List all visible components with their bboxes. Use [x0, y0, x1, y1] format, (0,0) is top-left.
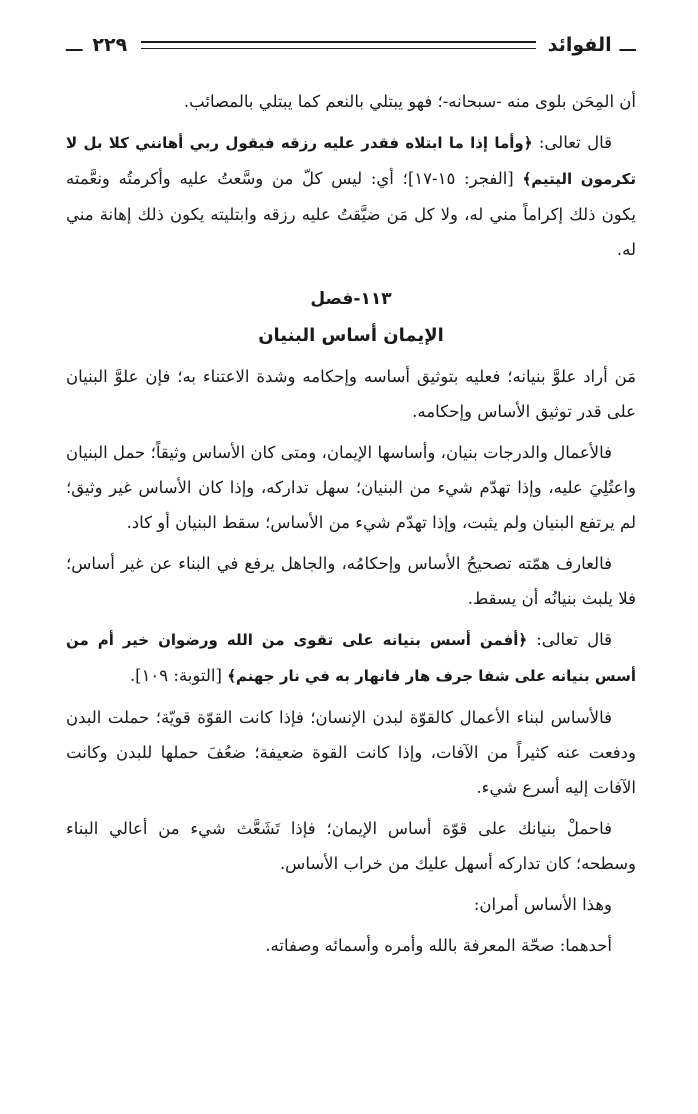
paragraph-6-rest: [التوبة: ١٠٩].: [129, 666, 228, 685]
quran-verse: ﴿أفمن أسس بنيانه على تقوى من الله ورضوان خير أم من أسس بنيانه على شفا جرف هار فانهار به في نار جهنم﴾: [66, 631, 636, 685]
paragraph-10: أحدهما: صحّة المعرفة بالله وأمره وأسمائه وصفاته.: [265, 936, 612, 955]
paragraph-8: فاحملْ بنيانك على قوّة أساس الإيمان؛ فإذا تَشَعَّث شيء من أعالي البناء وسطحه؛ كان تداركه أسهل عليك من خراب الأساس.: [66, 819, 636, 873]
paragraph-1: أن المِحَن بلوى منه -سبحانه-؛ فهو يبتلي بالنعم كما يبتلي بالمصائب.: [183, 92, 636, 111]
book-title: الفوائد: [547, 34, 612, 56]
paragraph-5: فالعارف همّته تصحيحُ الأساس وإحكامُه، والجاهل يرفع في البناء عن غير أساس؛ فلا يلبث بنيانُه أن يسقط.: [66, 554, 636, 608]
header-rule: [141, 41, 536, 49]
paragraph-3: مَن أراد علوَّ بنيانه؛ فعليه بتوثيق أساسه وإحكامه وشدة الاعتناء به؛ فإن علوَّ البنيان على قدر توثيق الأساس وإحكامه.: [66, 367, 636, 421]
section-number: ١١٣-فصل: [310, 289, 392, 309]
running-header: [62, 28, 640, 62]
paragraph-6: [66, 622, 636, 694]
section-title: الإيمان أساس البنيان: [258, 325, 444, 346]
paragraph-2-rest: [الفجر: ١٥-١٧]؛ أي: ليس كلّ من وسَّعتُ عليه وأكرمتُه ونعَّمته يكون ذلك إكراماً مني له، ولا كل مَن ضيَّقتُ عليه رزقه وابتليته يكون ذلك إهانة مني له.: [66, 169, 636, 259]
quran-verse: ﴿وأما إذا ما ابتلاه فقدر عليه رزقه فيقول ربي أهانني كلا بل لا تكرمون اليتيم﴾: [66, 134, 636, 188]
page-content: [66, 84, 636, 969]
paragraph-7: فالأساس لبناء الأعمال كالقوّة لبدن الإنسان؛ فإذا كانت القوّة قويّة؛ حملت البدن ودفعت عنه كثيراً من الآفات، وإذا كانت القوة ضعيفة؛ ضعُفَ حملها للبدن وكانت الآفات إليه أسرع شيء.: [66, 708, 636, 797]
paragraph-9: وهذا الأساس أمران:: [473, 895, 612, 914]
quote-intro: قال تعالى:: [532, 133, 612, 152]
paragraph-4: فالأعمال والدرجات بنيان، وأساسها الإيمان، ومتى كان الأساس وثيقاً؛ حمل البنيان واعتُلِيَ عليه، وإذا تهدّم شيء من البنيان؛ سهل تداركه، وإذا كان الأساس غير وثيق؛ لم يرتفع البنيان ولم يثبت، وإذا تهدّم شيء من الأساس؛ سقط البنيان أو كاد.: [66, 443, 636, 532]
page-number: ٢٢٩: [92, 34, 128, 56]
quote-intro: قال تعالى:: [527, 630, 613, 649]
paragraph-2: [66, 125, 636, 267]
header-dash-left: ـــ: [66, 35, 83, 55]
header-dash-right: ـــ: [619, 35, 636, 55]
